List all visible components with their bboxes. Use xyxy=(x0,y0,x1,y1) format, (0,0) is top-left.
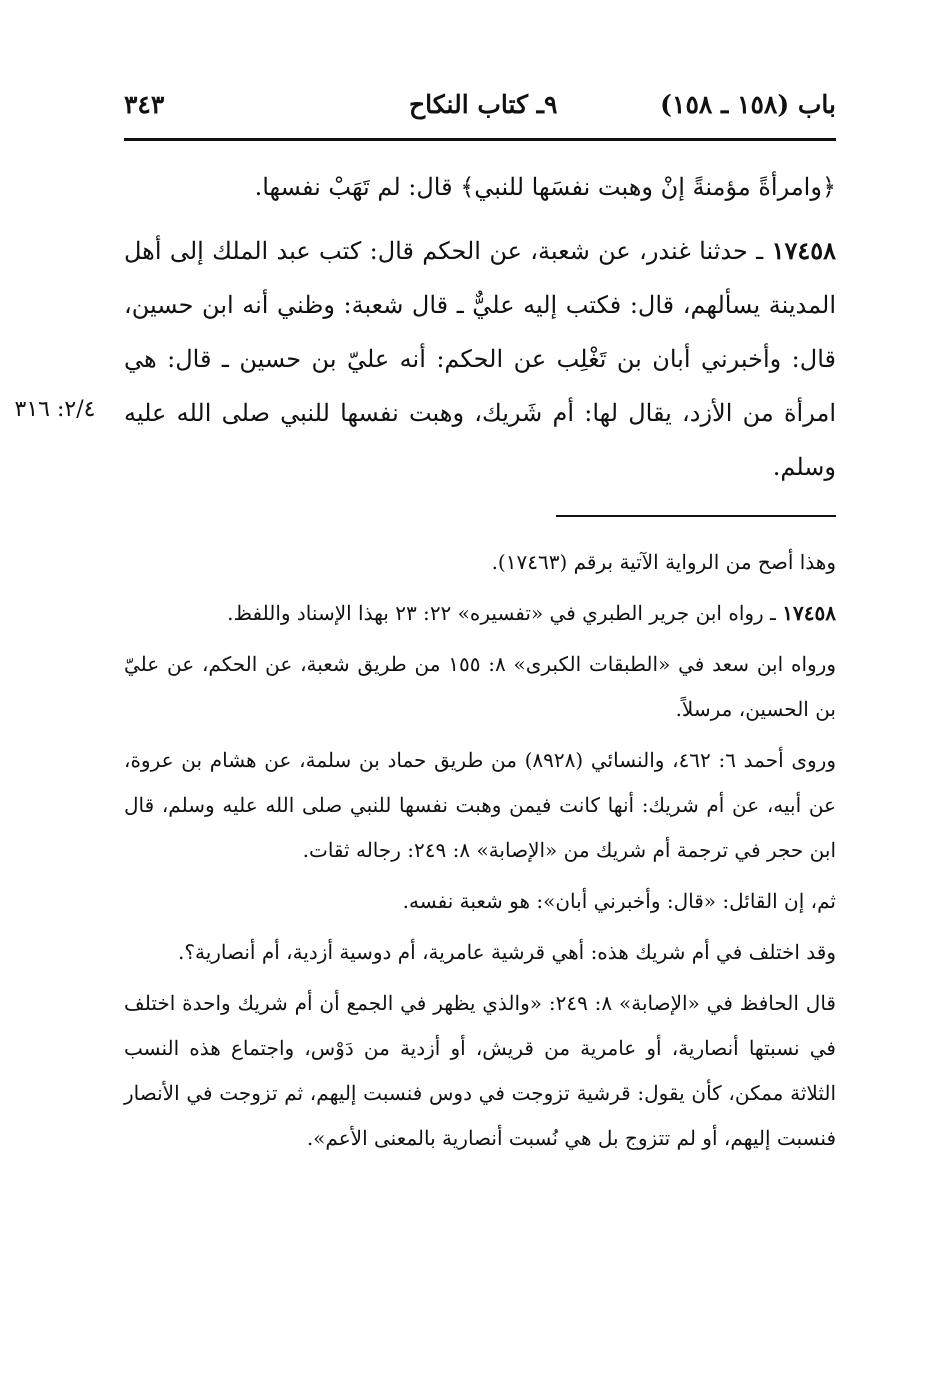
footnote-4: وروى أحمد ٦: ٤٦٢، والنسائي (٨٩٢٨) من طريق حماد بن سلمة، عن هشام بن عروة، عن أبيه، عن أم شريك: أنها كانت فيمن وهبت نفسها للنبي صلى الله عليه وسلم، قال ابن حجر في ترجمة أم شريك من «الإصابة» ٨: ٢٤٩: رجاله ثقات. xyxy=(124,748,836,862)
margin-reference: ٢/٤: ٣١٦ xyxy=(14,397,96,422)
footnote-number: ١٧٤٥٨ xyxy=(782,601,836,625)
footnotes xyxy=(124,540,836,1167)
main-text xyxy=(124,160,836,494)
hadith-text: ـ حدثنا غندر، عن شعبة، عن الحكم قال: كتب عبد الملك إلى أهل المدينة يسألهم، قال: فكتب إليه عليٌّ ـ قال شعبة: وظني أنه ابن حسين، قال: وأخبرني أبان بن تَغْلِب عن الحكم: أنه عليّ بن حسين ـ قال: هي امرأة من الأزد، يقال لها: أم شَريك، وهبت نفسها للنبي صلى الله عليه وسلم. xyxy=(124,237,836,481)
chapter-title: باب (١٥٨ ـ ١٥٨) xyxy=(660,90,836,119)
footnote-6: وقد اختلف في أم شريك هذه: أهي قرشية عامرية، أم دوسية أزدية، أم أنصارية؟. xyxy=(178,940,836,964)
footnote-1: وهذا أصح من الرواية الآتية برقم (١٧٤٦٣). xyxy=(491,550,836,574)
footnote-5: ثم، إن القائل: «قال: وأخبرني أبان»: هو شعبة نفسه. xyxy=(402,889,836,913)
page-number: ٣٤٣ xyxy=(124,90,165,119)
book-title: ٩ـ كتاب النكاح xyxy=(409,90,558,119)
footnote-divider xyxy=(556,515,836,517)
quran-verse-line: ﴿وامرأةً مؤمنةً إنْ وهبت نفسَها للنبي﴾ قال: لم تَهَبْ نفسها. xyxy=(254,173,836,201)
hadith-paragraph xyxy=(124,224,836,494)
footnote-2-text: ـ رواه ابن جرير الطبري في «تفسيره» ٢٢: ٢٣ بهذا الإسناد واللفظ. xyxy=(227,601,776,625)
footnote-3: ورواه ابن سعد في «الطبقات الكبرى» ٨: ١٥٥ من طريق شعبة، عن الحكم، عن عليّ بن الحسين، مرسلاً. xyxy=(124,652,836,721)
footnote-7: قال الحافظ في «الإصابة» ٨: ٢٤٩: «والذي يظهر في الجمع أن أم شريك واحدة اختلف في نسبتها أنصارية، أو عامرية من قريش، أو أزدية من دَوْس، واجتماع هذه النسب الثلاثة ممكن، كأن يقول: قرشية تزوجت في دوس فنسبت إليهم، ثم تزوجت في الأنصار فنسبت إليهم، أو لم تتزوج بل هي نُسبت أنصارية بالمعنى الأعم». xyxy=(124,991,836,1150)
hadith-number: ١٧٤٥٨ xyxy=(771,236,837,265)
header-divider xyxy=(124,138,836,141)
page-header xyxy=(124,86,836,126)
footnote-2 xyxy=(124,591,836,636)
